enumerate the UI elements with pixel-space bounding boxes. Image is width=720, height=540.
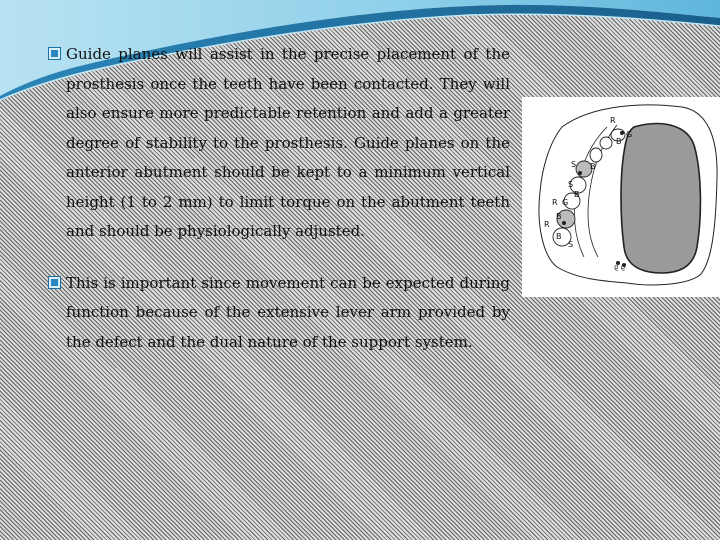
figure-label-2: B bbox=[616, 137, 622, 146]
paragraph-1 bbox=[48, 40, 510, 247]
tooth-2 bbox=[600, 137, 612, 149]
figure-label-8: B bbox=[574, 190, 580, 199]
figure-label-6: S bbox=[568, 180, 574, 189]
figure-label-11: R bbox=[544, 220, 550, 229]
body-text bbox=[48, 40, 510, 357]
dental-arch-figure bbox=[522, 97, 720, 297]
bullet-icon bbox=[48, 47, 61, 60]
maxillary-defect-diagram bbox=[522, 97, 720, 297]
figure-label-1: R bbox=[610, 116, 616, 125]
figure-bottom-mark: ϱ ϱ bbox=[614, 263, 626, 271]
figure-label-5: B bbox=[590, 162, 596, 171]
rest-mark bbox=[562, 221, 566, 225]
figure-label-4: S bbox=[571, 160, 577, 169]
bullet-icon bbox=[48, 276, 61, 289]
figure-label-7: G bbox=[562, 198, 569, 207]
paragraph-1-text: Guide planes will assist in the precise placement of the prosthesis once the teeth have been contacted. They will also ensure more predictable retention and add a greater degree of stability to the prosthesis. Guide planes on the anterior abutment should be kept to a minimum vertical height (1 to 2 mm) to limit torque on the abutment teeth and should be physiologically adjusted. bbox=[66, 45, 510, 240]
tooth-3 bbox=[590, 148, 602, 162]
figure-label-9: R bbox=[552, 198, 558, 207]
rest-mark bbox=[620, 131, 624, 135]
figure-label-3: G bbox=[626, 130, 633, 139]
defect-obturator bbox=[621, 124, 700, 273]
paragraph-2 bbox=[48, 269, 510, 358]
rest-mark bbox=[578, 171, 582, 175]
figure-label-10: B bbox=[556, 212, 562, 221]
figure-label-12: B bbox=[556, 232, 562, 241]
figure-label-13: S bbox=[568, 240, 574, 249]
paragraph-2-text: This is important since movement can be expected during function because of the extensive lever arm provided by the defect and the dual nature of the support system. bbox=[66, 273, 510, 351]
